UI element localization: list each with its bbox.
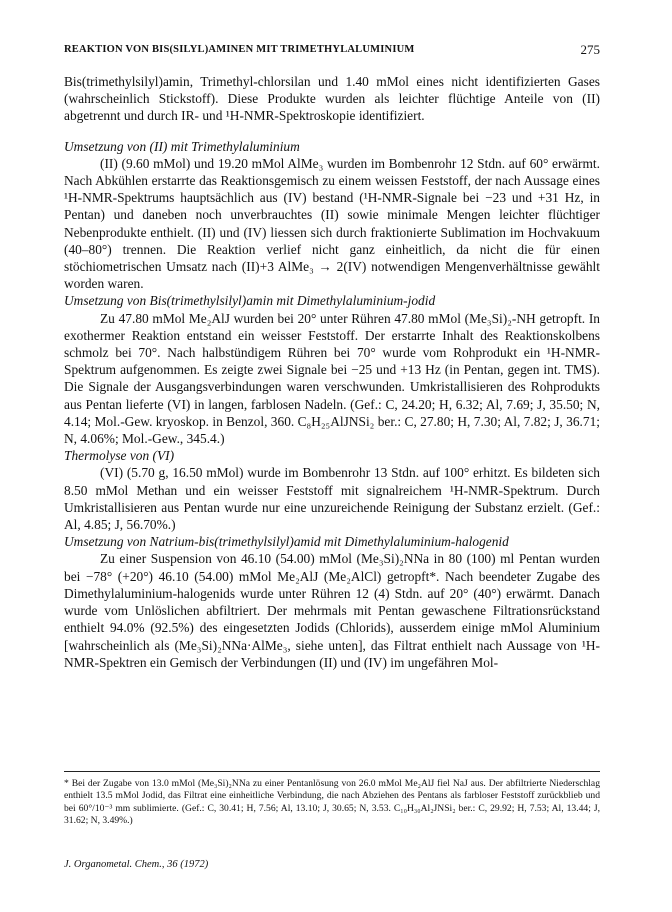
page-number: 275 [580, 42, 600, 57]
paragraph-dimethylaluminium-jodid: Zu 47.80 mMol Me₂AlJ wurden bei 20° unter Rühren 47.80 mMol (Me₃Si)₂-NH getropft. In exothermer Reaktion entstand ein weisser Feststoff. Der erstarrte Inhalt des Reaktionskolbens schmolz bei 70°. Nach halbstündigem Rühren bei 70° wurde vom Rohprodukt ein ¹H-NMR-Spektrum aufgenommen. Es zeigte zwei Signale bei −25 und +13 Hz (in Pentan, gegen int. TMS). Die Signale der Ausgangsverbindungen waren verschwunden. Umkristallisieren des Rohprodukts aus Pentan lieferte (VI) in langen, farblosen Nadeln. (Gef.: C, 24.20; H, 6.32; Al, 7.69; J, 35.50; N, 4.14; Mol.-Gew. kryoskop. in Benzol, 360. C₈H₂₅AlJNSi₂ ber.: C, 27.80; H, 7.30; Al, 7.82; J, 36.71; N, 4.06%; Mol.-Gew., 345.4.) [64, 310, 600, 447]
intro-paragraph: Bis(trimethylsilyl)amin, Trimethyl-chlorsilan und 1.40 mMol eines nicht identifizierten Gases (wahrscheinlich Stickstoff). Diese Produkte wurden als leichter flüchtige Anteile von (II) abgetrennt und durch IR- und ¹H-NMR-Spektroskopie identifiziert. [64, 74, 600, 124]
article-body [64, 73, 600, 671]
paragraph-natrium-amid: Zu einer Suspension von 46.10 (54.00) mMol (Me₃Si)₂NNa in 80 (100) ml Pentan wurden bei −78° (+20°) 46.10 (54.00) mMol Me₂AlJ (Me₂AlCl) getropft*. Nach beendeter Zugabe des Dimethylaluminium-halogenids wurde unter Rühren 12 (4) Stdn. auf 20° (40°) erwärmt. Danach wurde vom Unlöslichen abfiltriert. Der mehrmals mit Pentan gewaschene Filtrationsrückstand enthielt 94.0% (92.5%) des eingesetzten Jodids (Chlorids), ausserdem einige mMol Aluminium [wahrscheinlich als (Me₃Si)₂NNa·AlMe₃, siehe unten], das Filtrat enthielt nach Aussage von ¹H-NMR-Spektren ein Gemisch der Verbindungen (II) und (IV) im ungefähren Mol- [64, 551, 600, 670]
section-heading-dimethylaluminium-jodid: Umsetzung von Bis(trimethylsilyl)amin mit Dimethylaluminium-jodid [64, 293, 436, 309]
running-title: REAKTION VON BIS(SILYL)AMINEN MIT TRIMETHYLALUMINIUM [64, 44, 415, 55]
footnote-divider [64, 771, 600, 772]
section-heading-thermolyse: Thermolyse von (VI) [64, 448, 175, 464]
section-heading-reaction-ii-trimethylaluminium: Umsetzung von (II) mit Trimethylaluminium [64, 138, 300, 154]
page-header [64, 44, 600, 62]
journal-citation: J. Organometal. Chem., 36 (1972) [64, 859, 209, 870]
paragraph-reaction-ii: (II) (9.60 mMol) und 19.20 mMol AlMe₃ wurden im Bombenrohr 12 Stdn. auf 60° erwärmt. Nach Abkühlen erstarrte das Reaktionsgemisch zu einem weissen Feststoff, der nach Aussage eines ¹H-NMR-Spektrums hauptsächlich aus (IV) bestand (¹H-NMR-Signale bei −23 und +31 Hz, in Pentan) und daneben noch unverbrauchtes (II) sowie minimale Mengen leichter flüchtiger Nebenprodukte enthielt. (II) und (IV) liessen sich durch fraktionierte Sublimation im Hochvakuum (40–80°) trennen. Die Reaktion verlief nicht ganz einheitlich, da nicht die für einen stöchiometrischen Umsatz nach (II)+3 AlMe₃ → 2(IV) notwendigen Mengenverhältnisse gewählt worden waren. [64, 155, 600, 292]
section-heading-natrium-amid: Umsetzung von Natrium-bis(trimethylsilyl)amid mit Dimethylaluminium-halogenid [64, 534, 509, 550]
paragraph-thermolyse: (VI) (5.70 g, 16.50 mMol) wurde im Bombenrohr 13 Stdn. auf 100° erhitzt. Es bildeten sich 8.50 mMol Methan und ein weisser Feststoff mit signalreichem ¹H-NMR-Spektrum. Durch Umkristallisieren aus Pentan wurde nur eine unzureichende Reinigung der Substanz erzielt. (Gef.: Al, 4.85; J, 56.70%.) [64, 465, 600, 533]
footnote: * Bei der Zugabe von 13.0 mMol (Me₃Si)₂NNa zu einer Pentanlösung von 26.0 mMol Me₂AlJ fiel NaJ aus. Der abfiltrierte Niederschlag enthielt 13.5 mMol Jodid, das Filtrat eine einheitliche Verbindung, die nach Abziehen des Pentans als farbloser Feststoff zurückblieb und bei 60°/10⁻³ mm sublimierte. (Gef.: C, 30.41; H, 7.56; Al, 13.10; J, 30.65; N, 3.53. C₁₀H₃₀Al₂JNSi₂ ber.: C, 29.92; H, 7.53; Al, 13.44; J, 31.62; N, 3.49%.) [64, 778, 600, 827]
